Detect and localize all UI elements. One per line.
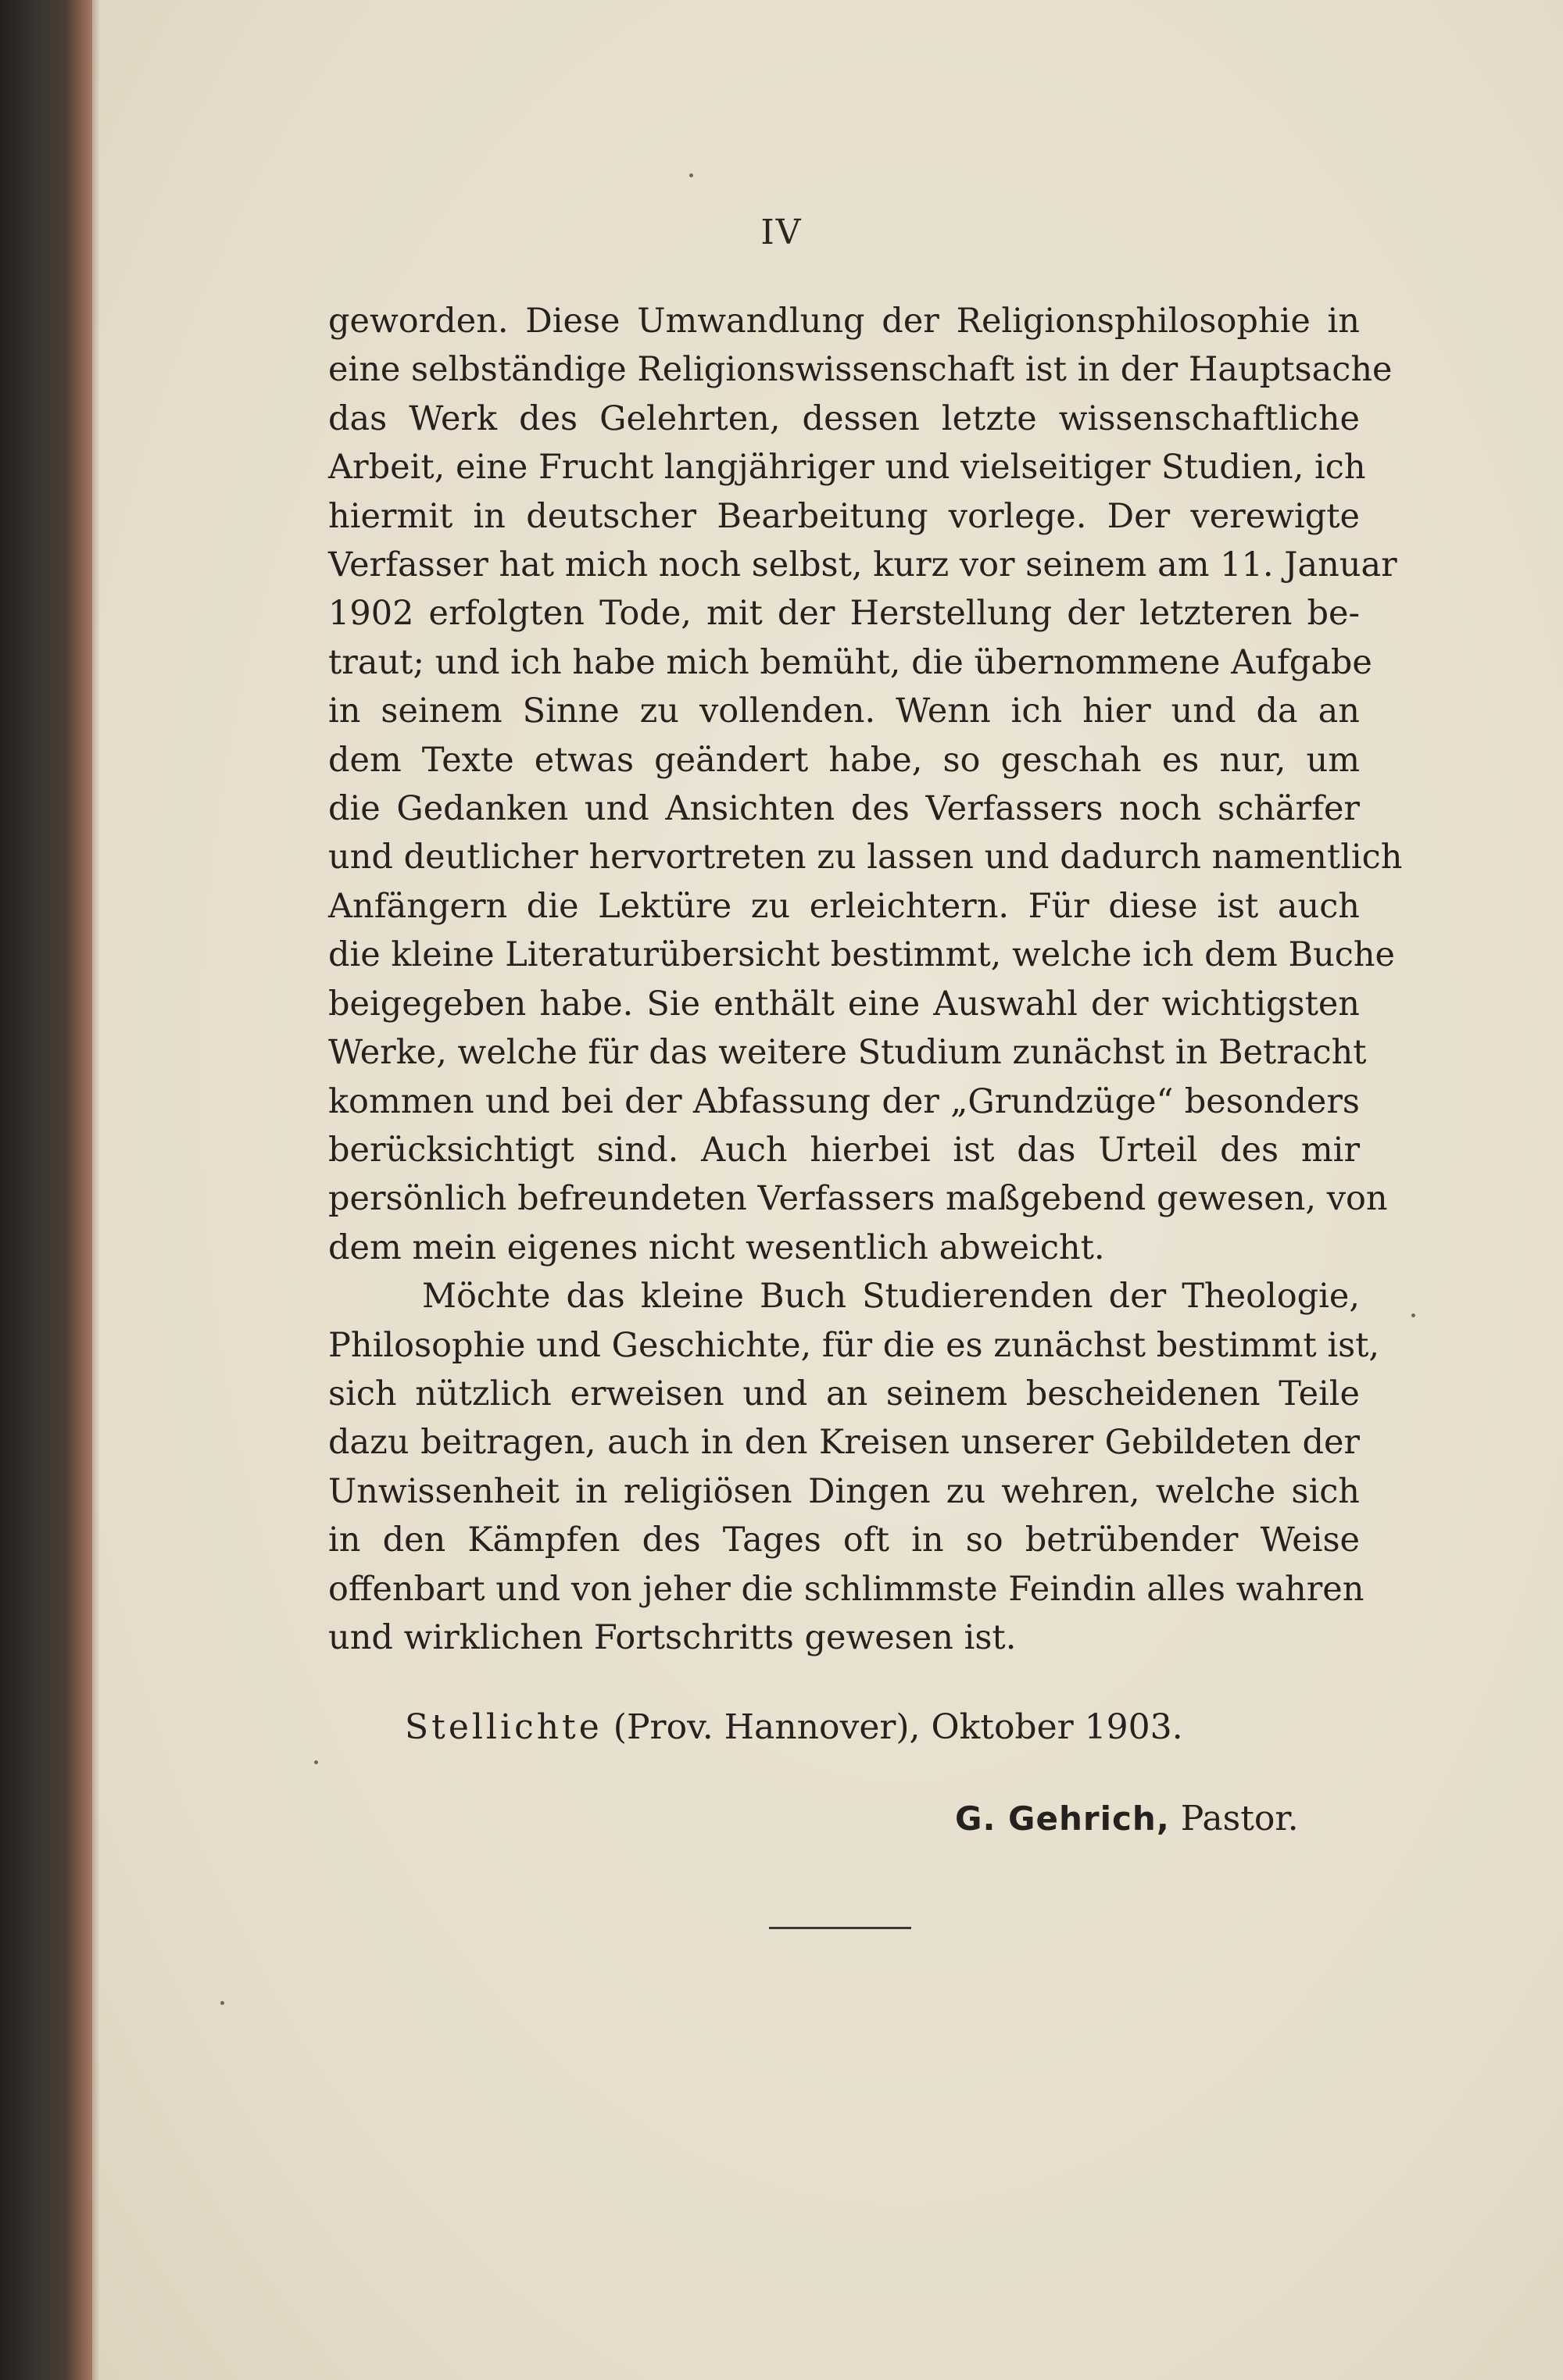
signature-title: Pastor. [1180,1799,1299,1839]
text-line: persönlich befreundeten Verfassers maßgebend gewesen, von [328,1179,1388,1219]
signature [955,1799,1299,1839]
text-line: sich nützlich erweisen und an seinem bescheidenen Teile [328,1374,1360,1413]
text-line: Anfängern die Lektüre zu erleichtern. Für diese ist auch [328,886,1360,926]
text-line: geworden. Diese Umwandlung der Religionsphilosophie in [328,302,1360,341]
text-line: in seinem Sinne zu vollenden. Wenn ich hier und da an [328,691,1360,731]
paper-speck [220,2001,224,2005]
paragraph-2 [328,1272,1380,1662]
page-edge-shadow [92,0,100,2380]
text-line: traut; und ich habe mich bemüht, die übernommene Aufgabe [328,642,1372,682]
text-line: hiermit in deutscher Bearbeitung vorlege. Der verewigte [328,496,1360,536]
body-text [328,297,1403,1662]
signature-name: G. Gehrich, [955,1799,1170,1838]
text-line: dem Texte etwas geändert habe, so geschah es nur, um [328,740,1360,780]
paper-speck [689,173,693,177]
text-line: kommen und bei der Abfassung der „Grundzüge“ besonders [328,1081,1360,1121]
text-line: in den Kämpfen des Tages oft in so betrübender Weise [328,1521,1360,1560]
place-detail-and-date: (Prov. Hannover), Oktober 1903. [613,1707,1183,1747]
text-line: die Gedanken und Ansichten des Verfassers noch schärfer [328,789,1360,829]
text-line: und deutlicher hervortreten zu lassen und dadurch namentlich [328,838,1403,877]
text-line: eine selbständige Religionswissenschaft ist in der Hauptsache [328,350,1393,390]
text-line: Verfasser hat mich noch selbst, kurz vor seinem am 11. Januar [328,545,1397,585]
text-line: Unwissenheit in religiösen Dingen zu wehren, welche sich [328,1471,1360,1511]
text-line: und wirklichen Fortschritts gewesen ist. [328,1617,1017,1657]
text-line: berücksichtigt sind. Auch hierbei ist das Urteil des mir [328,1130,1360,1170]
text-line: Möchte das kleine Buch Studierenden der Theologie, [422,1277,1360,1317]
text-line: 1902 erfolgten Tode, mit der Herstellung der letzteren be- [328,594,1360,634]
paragraph-1 [328,297,1403,1272]
place-name: Stellichte [405,1707,603,1747]
paper-speck [314,1760,318,1764]
text-line: das Werk des Gelehrten, dessen letzte wissenschaftliche [328,398,1360,438]
paper-speck [1411,1313,1415,1317]
text-line: Werke, welche für das weitere Studium zunächst in Betracht [328,1033,1367,1073]
text-line: Arbeit, eine Frucht langjähriger und vielseitiger Studien, ich [328,448,1366,488]
closing-rule [769,1927,911,1929]
page-number: IV [760,213,803,252]
text-line: dem mein eigenes nicht wesentlich abweicht. [328,1228,1105,1267]
text-line: dazu beitragen, auch in den Kreisen unserer Gebildeten der [328,1423,1360,1463]
text-line: offenbart und von jeher die schlimmste Feindin alles wahren [328,1569,1364,1609]
book-binding [0,0,92,2380]
place-and-date [405,1707,1183,1747]
text-line: Philosophie und Geschichte, für die es zunächst bestimmt ist, [328,1325,1380,1365]
text-line: beigegeben habe. Sie enthält eine Auswahl der wichtigsten [328,984,1360,1024]
text-line: die kleine Literaturübersicht bestimmt, welche ich dem Buche [328,935,1395,975]
